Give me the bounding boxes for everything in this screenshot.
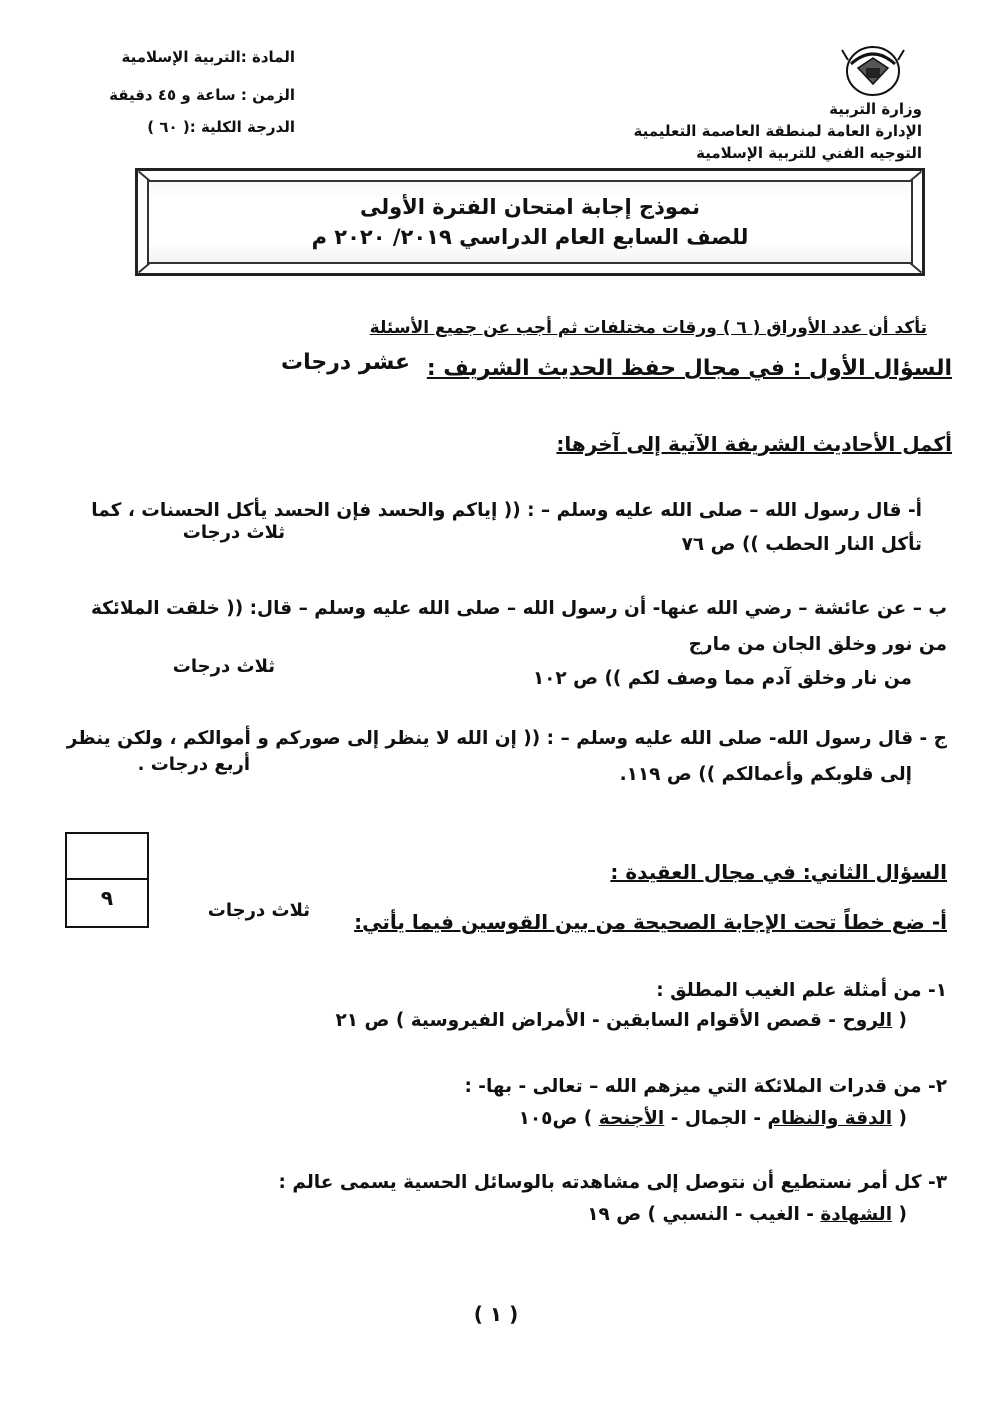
subject-label: المادة :التربية الإسلامية: [121, 48, 295, 66]
q2-a-instruction: أ- ضع خطاً تحت الإجابة الصحيحة من بين القوسين فيما يأتي:: [354, 910, 947, 934]
exam-title: نموذج إجابة امتحان الفترة الأولى: [359, 195, 701, 219]
q2-item3-correct: الشهادة: [820, 1204, 893, 1225]
ministry-name: وزارة التربية: [829, 100, 922, 118]
q1-b-line3: من نار وخلق آدم مما وصف لكم )) ص ١٠٢: [532, 668, 912, 689]
q1-heading: السؤال الأول : في مجال حفظ الحديث الشريف :: [426, 356, 952, 381]
q2-item3-open: (: [898, 1204, 907, 1225]
directorate-name: الإدارة العامة لمنطقة العاصمة التعليمية: [633, 122, 922, 140]
score-value: ٩: [100, 886, 114, 910]
q2-item1-open: (: [898, 1010, 907, 1031]
q2-item3-rest: - الغيب - النسبي ) ص ١٩: [587, 1204, 814, 1225]
q1-c-line1: ج - قال رسول الله- صلى الله عليه وسلم – : (( إن الله لا ينظر إلى صوركم و أموالكم ، ولكن ينظر: [66, 728, 947, 749]
time-label: الزمن : ساعة و ٤٥ دقيقة: [109, 86, 295, 104]
q2-item2-rest: ) ص١٠٥: [518, 1108, 593, 1129]
q1-a-line1: أ- قال رسول الله – صلى الله عليه وسلم – : (( إياكم والحسد فإن الحسد يأكل الحسنات ، كما: [91, 500, 922, 521]
q1-b-line1: ب – عن عائشة – رضي الله عنها- أن رسول الله – صلى الله عليه وسلم – قال: (( خلقت الملائكة: [90, 598, 947, 619]
q1-b-line2: من نور وخلق الجان من مارج: [688, 634, 947, 655]
q2-item1-options: [207, 1008, 907, 1035]
q1-c-marks: أربع درجات .: [137, 754, 250, 775]
q2-item1-stem: ١- من أمثلة علم الغيب المطلق :: [656, 980, 947, 1001]
q1-a-marks: ثلاث درجات: [182, 522, 285, 543]
q2-item2-correct: الدقة والنظام: [767, 1108, 893, 1129]
kuwait-emblem-icon: [838, 38, 908, 100]
q2-a-marks: ثلاث درجات: [207, 900, 310, 921]
general-instruction: تأكد أن عدد الأوراق ( ٦ ) ورقات مختلفات ثم أجب عن جميع الأسئلة: [369, 318, 927, 338]
q2-item2-correct2: الأجنحة: [598, 1108, 665, 1129]
q2-item2-open: (: [898, 1108, 907, 1129]
q1-marks: عشر درجات: [281, 350, 410, 375]
q1-b-marks: ثلاث درجات: [172, 656, 275, 677]
q1-c-line2: إلى قلوبكم وأعمالكم )) ص ١١٩.: [619, 764, 912, 785]
q2-heading: السؤال الثاني: في مجال العقيدة :: [610, 860, 947, 884]
q2-item2-mid: - الجمال -: [670, 1108, 761, 1129]
q1-a-line2: تأكل النار الحطب )) ص ٧٦: [681, 534, 922, 555]
q2-item1-rest: - قصص الأقوام السابقين - الأمراض الفيروسية ) ص ٢١: [335, 1010, 836, 1031]
q2-item3-stem: ٣- كل أمر نستطيع أن نتوصل إلى مشاهدته بالوسائل الحسية يسمى عالم :: [278, 1172, 947, 1193]
q1-instruction: أكمل الأحاديث الشريفة الآتية إلى آخرها:: [556, 432, 952, 456]
q2-item1-correct: الروح: [842, 1010, 893, 1031]
total-grade-label: الدرجة الكلية :( ٦٠ ): [147, 118, 295, 136]
exam-subtitle: للصف السابع العام الدراسي ٢٠١٩/ ٢٠٢٠ م: [311, 225, 749, 249]
score-box: [65, 832, 149, 928]
supervision-name: التوجيه الفني للتربية الإسلامية: [696, 144, 922, 162]
q2-item2-stem: ٢- من قدرات الملائكة التي ميزهم الله – تعالى - بها- :: [464, 1076, 947, 1097]
page-number: ( ١ ): [473, 1302, 519, 1326]
q2-item2-options: [207, 1106, 907, 1133]
title-frame: [135, 168, 925, 276]
q2-item3-options: [207, 1202, 907, 1229]
